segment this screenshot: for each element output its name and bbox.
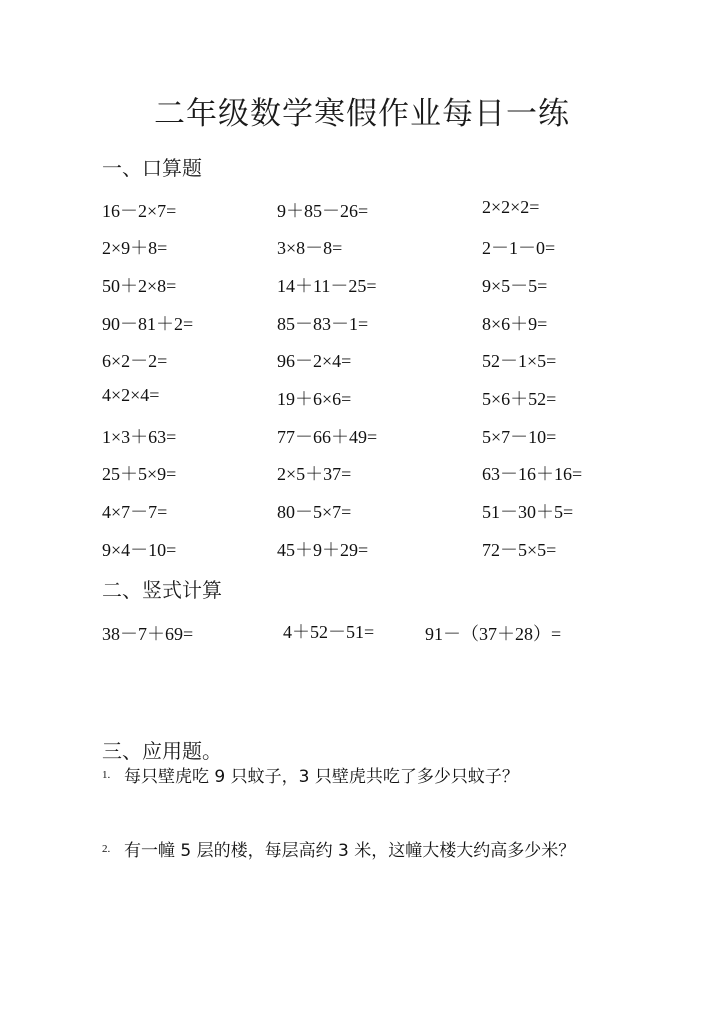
oral-problem: 9×5－5= [482,276,548,296]
oral-problem: 14＋11－25= [277,276,377,296]
oral-problem: 16－2×7= [102,201,177,221]
vertical-problem: 91－（37＋28）= [425,624,562,644]
oral-problem: 5×6＋52= [482,389,557,409]
oral-problem: 85－83－1= [277,314,369,334]
section-heading-oral: 一、口算题 [102,156,202,180]
question-number: 2. [102,842,111,855]
section-heading-word-problems: 三、应用题。 [102,739,222,763]
section-heading-vertical: 二、竖式计算 [102,578,222,602]
oral-problem: 2－1－0= [482,238,556,258]
oral-problem: 9×4－10= [102,540,177,560]
oral-problem: 2×2×2= [482,197,540,217]
question-text: 每只壁虎吃 9 只蚊子，3 只壁虎共吃了多少只蚊子？ [124,767,519,787]
oral-problem: 3×8－8= [277,238,343,258]
oral-problem: 77－66＋49= [277,427,378,447]
oral-problem: 90－81＋2= [102,314,194,334]
word-problem-2 [102,836,575,861]
oral-problem: 96－2×4= [277,351,352,371]
oral-problem: 4×7－7= [102,502,168,522]
vertical-problem: 38－7＋69= [102,624,194,644]
oral-problem: 50＋2×8= [102,276,177,296]
oral-problem: 45＋9＋29= [277,540,369,560]
oral-problem: 25＋5×9= [102,464,177,484]
oral-problem: 2×5＋37= [277,464,352,484]
page-title: 二年级数学寒假作业每日一练 [154,96,570,132]
oral-problem: 80－5×7= [277,502,352,522]
oral-problem: 1×3＋63= [102,427,177,447]
question-text: 有一幢 5 层的楼，每层高约 3 米，这幢大楼大约高多少米？ [124,841,576,861]
oral-problem: 72－5×5= [482,540,557,560]
oral-problem: 5×7－10= [482,427,557,447]
vertical-problem: 4＋52－51= [283,622,375,642]
oral-problem: 19＋6×6= [277,389,352,409]
oral-problem: 63－16＋16= [482,464,583,484]
oral-problem: 51－30＋5= [482,502,574,522]
word-problem-1 [102,762,519,787]
oral-problem: 8×6＋9= [482,314,548,334]
oral-problem: 2×9＋8= [102,238,168,258]
question-number: 1. [102,768,111,781]
oral-problem: 52－1×5= [482,351,557,371]
oral-problem: 9＋85－26= [277,201,369,221]
oral-problem: 6×2－2= [102,351,168,371]
oral-problem: 4×2×4= [102,385,160,405]
